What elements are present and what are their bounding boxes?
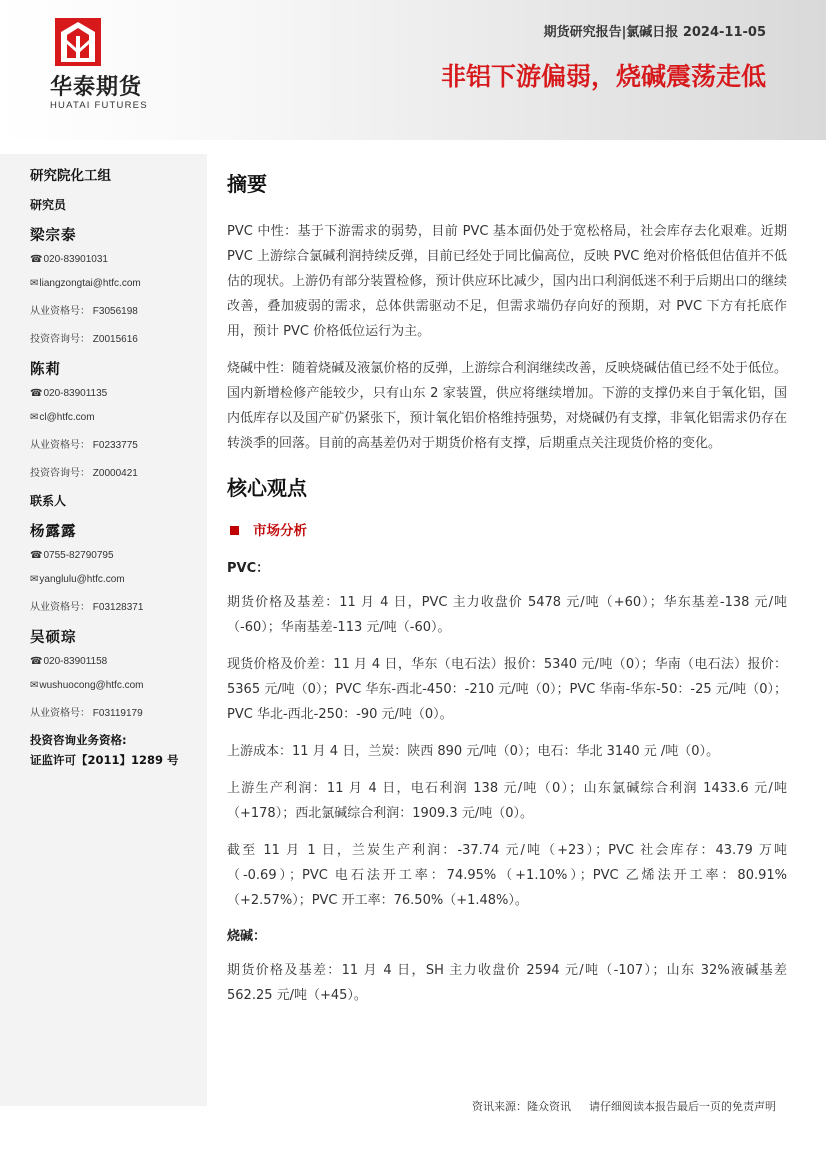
contact-name: 杨露露	[30, 523, 77, 540]
researcher-name: 陈莉	[30, 361, 61, 378]
huatai-logo-mark	[55, 18, 101, 66]
author-sidebar	[0, 154, 207, 1106]
report-body	[227, 168, 787, 1020]
researcher-email[interactable]: ✉cl@htfc.com	[30, 412, 95, 423]
pvc-inventory-operating-rate: 截至 11 月 1 日，兰炭生产利润：-37.74 元/吨（+23）；PVC 社会库存：43.79 万吨（-0.69）；PVC 电石法开工率：74.95%（+1.10%）；PVC 乙烯法开工率：80.91%（+2.57%）；PVC 开工率：76.50%（+1.48%）。	[227, 843, 787, 908]
pvc-upstream-cost: 上游成本：11 月 4 日，兰炭：陕西 890 元/吨（0）；电石：华北 3140 元 /吨（0）。	[227, 744, 720, 759]
researcher-label: 研究员	[30, 198, 67, 212]
phone-icon: ☎	[30, 550, 43, 561]
logo-english-name: HUATAI FUTURES	[50, 100, 148, 111]
email-icon: ✉	[30, 574, 39, 585]
summary-paragraph-pvc: PVC 中性：基于下游需求的弱势，目前 PVC 基本面仍处于宽松格局，社会库存去化艰难。近期 PVC 上游综合氯碱利润持续反弹，目前已经处于同比偏高位，反映 PVC 绝对价格低但估值并不低估的现状。上游仍有部分装置检修，预计供应环比减少，国内出口利润低迷不利于后期出口的继续改善，叠加疲弱的需求，总体供需驱动不足，但需求端仍存向好的预期，对 PVC 下方有托底作用，预计 PVC 价格低位运行为主。	[227, 224, 787, 339]
square-bullet-icon	[230, 526, 239, 535]
pvc-futures-basis: 期货价格及基差：11 月 4 日，PVC 主力收盘价 5478 元/吨（+60）；华东基差-138 元/吨（-60）；华南基差-113 元/吨（-60）。	[227, 595, 787, 635]
contact-qualification: 从业资格号： F03128371	[30, 602, 144, 613]
summary-paragraph-caustic: 烧碱中性：随着烧碱及液氯价格的反弹，上游综合利润继续改善，反映烧碱估值已经不处于低位。国内新增检修产能较少，只有山东 2 家装置，供应将继续增加。下游的支撑仍来自于氧化铝，国内低库存以及国产矿仍紧张下，预计氧化铝价格维持强势，对烧碱仍有支撑，非氧化铝需求仍存在转淡季的回落。目前的高基差仍对于期货价格有支撑，后期重点关注现货价格的变化。	[227, 361, 787, 451]
source-note: 资讯来源：隆众资讯	[472, 1100, 571, 1113]
contact-email[interactable]: ✉yanglulu@htfc.com	[30, 574, 125, 585]
researcher-phone: ☎020-83901135	[30, 388, 108, 399]
email-icon: ✉	[30, 278, 39, 289]
logo-chinese-name: 华泰期货	[50, 75, 143, 100]
pvc-spot-spread: 现货价格及价差：11 月 4 日，华东（电石法）报价：5340 元/吨（0）；华南（电石法）报价：5365 元/吨（0）；PVC 华东-西北-450：-210 元/吨（0）；PVC 华南-华东-50：-25 元/吨（0）；PVC 华北-西北-250：-90 元/吨（0）。	[227, 657, 787, 722]
researcher-qualification: 从业资格号： F3056198	[30, 306, 138, 317]
researcher-phone: ☎020-83901031	[30, 254, 108, 265]
researcher-name: 梁宗泰	[30, 227, 77, 244]
contact-email[interactable]: ✉wushuocong@htfc.com	[30, 680, 144, 691]
contact-name: 吴硕琮	[30, 629, 77, 646]
caustic-futures-basis: 期货价格及基差：11 月 4 日，SH 主力收盘价 2594 元/吨（-107）；山东 32%液碱基差 562.25 元/吨（+45）。	[227, 963, 787, 1003]
phone-icon: ☎	[30, 388, 43, 399]
contact-phone: ☎020-83901158	[30, 656, 108, 667]
report-header	[0, 0, 826, 140]
phone-icon: ☎	[30, 254, 43, 265]
contact-qualification: 从业资格号： F03119179	[30, 708, 143, 719]
license-label: 投资咨询业务资格:	[30, 733, 127, 747]
phone-icon: ☎	[30, 656, 43, 667]
core-view-heading: 核心观点	[227, 476, 307, 500]
contact-phone: ☎0755-82790795	[30, 550, 114, 561]
email-icon: ✉	[30, 412, 39, 423]
email-icon: ✉	[30, 680, 39, 691]
pvc-upstream-profit: 上游生产利润：11 月 4 日，电石利润 138 元/吨（0）；山东氯碱综合利润 1433.6 元/吨（+178）；西北氯碱综合利润：1909.3 元/吨（0）。	[227, 781, 787, 821]
license-number: 证监许可【2011】1289 号	[30, 753, 179, 767]
researcher-email[interactable]: ✉liangzongtai@htfc.com	[30, 278, 141, 289]
disclaimer-note: 请仔细阅读本报告最后一页的免责声明	[589, 1100, 776, 1113]
caustic-label: 烧碱：	[227, 929, 267, 944]
summary-heading: 摘要	[227, 172, 267, 196]
market-analysis-heading: 市场分析	[227, 519, 787, 539]
report-title: 非铝下游偏弱，烧碱震荡走低	[440, 62, 766, 91]
researcher-qualification: 从业资格号： F0233775	[30, 440, 138, 451]
research-group: 研究院化工组	[30, 168, 111, 184]
pvc-label: PVC：	[227, 561, 270, 576]
researcher-consult-number: 投资咨询号： Z0000421	[30, 468, 138, 479]
page-footer	[472, 1098, 776, 1114]
researcher-consult-number: 投资咨询号： Z0015616	[30, 334, 138, 345]
contact-label: 联系人	[30, 494, 67, 508]
report-type-date: 期货研究报告|氯碱日报 2024-11-05	[543, 25, 766, 40]
